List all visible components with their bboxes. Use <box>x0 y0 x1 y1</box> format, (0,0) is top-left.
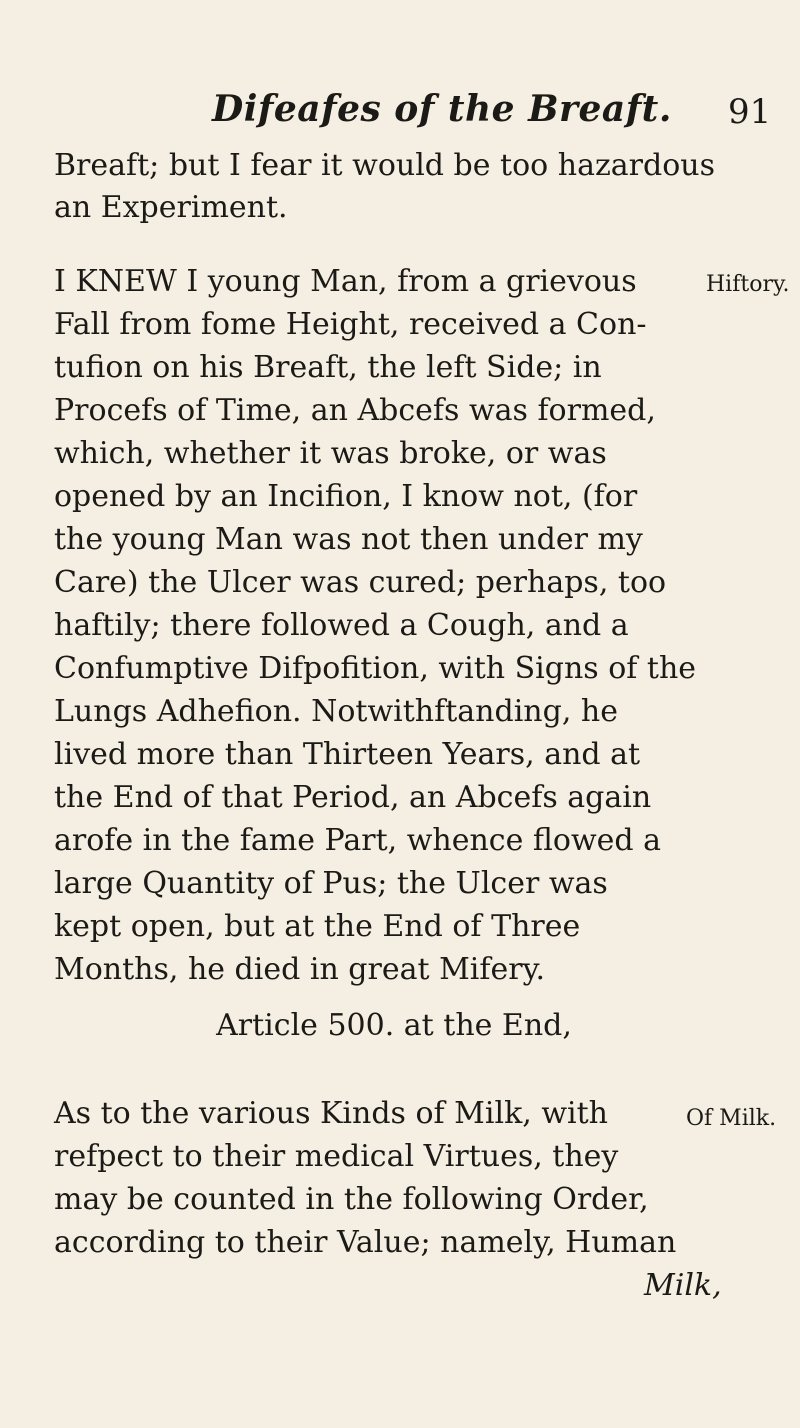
text-line: according to their Value; namely, Human <box>54 1225 677 1260</box>
text-line: Fall from fome Height, received a Con- <box>54 307 647 342</box>
text-line: kept open, but at the End of Three <box>54 909 581 944</box>
text-line: arofe in the fame Part, whence flowed a <box>54 823 662 858</box>
text-line: which, whether it was broke, or was <box>54 436 607 471</box>
margin-note-history: Hiftory. <box>706 272 790 297</box>
text-line: large Quantity of Pus; the Ulcer was <box>54 866 608 901</box>
text-line: haftily; there followed a Cough, and a <box>54 608 629 643</box>
page-number: 91 <box>728 92 772 132</box>
text-line: lived more than Thirteen Years, and at <box>54 737 641 772</box>
text-line: Months, he died in great Mifery. <box>54 952 546 987</box>
text-line: Breaft; but I fear it would be too hazardous <box>54 148 715 183</box>
text-line: an Experiment. <box>54 190 288 225</box>
text-line: Confumptive Difpofition, with Signs of the <box>54 651 697 686</box>
text-line: the young Man was not then under my <box>54 522 643 557</box>
text-line: opened by an Incifion, I know not, (for <box>54 479 638 514</box>
text-line: As to the various Kinds of Milk, with <box>54 1096 608 1131</box>
text-line: Lungs Adhefion. Notwithftanding, he <box>54 694 618 729</box>
text-line: refpect to their medical Virtues, they <box>54 1139 619 1174</box>
text-line: Procefs of Time, an Abcefs was formed, <box>54 393 656 428</box>
text-line: tufion on his Breaft, the left Side; in <box>54 350 602 385</box>
text-line: I KNEW I young Man, from a grievous <box>54 264 637 299</box>
article-heading: Article 500. at the End, <box>216 1008 572 1043</box>
text-line: Care) the Ulcer was cured; perhaps, too <box>54 565 667 600</box>
margin-note-milk: Of Milk. <box>686 1106 777 1131</box>
catchword: Milk, <box>644 1268 722 1303</box>
running-title: Difeafes of the Breaft. <box>212 88 672 130</box>
text-line: the End of that Period, an Abcefs again <box>54 780 652 815</box>
text-line: may be counted in the following Order, <box>54 1182 649 1217</box>
